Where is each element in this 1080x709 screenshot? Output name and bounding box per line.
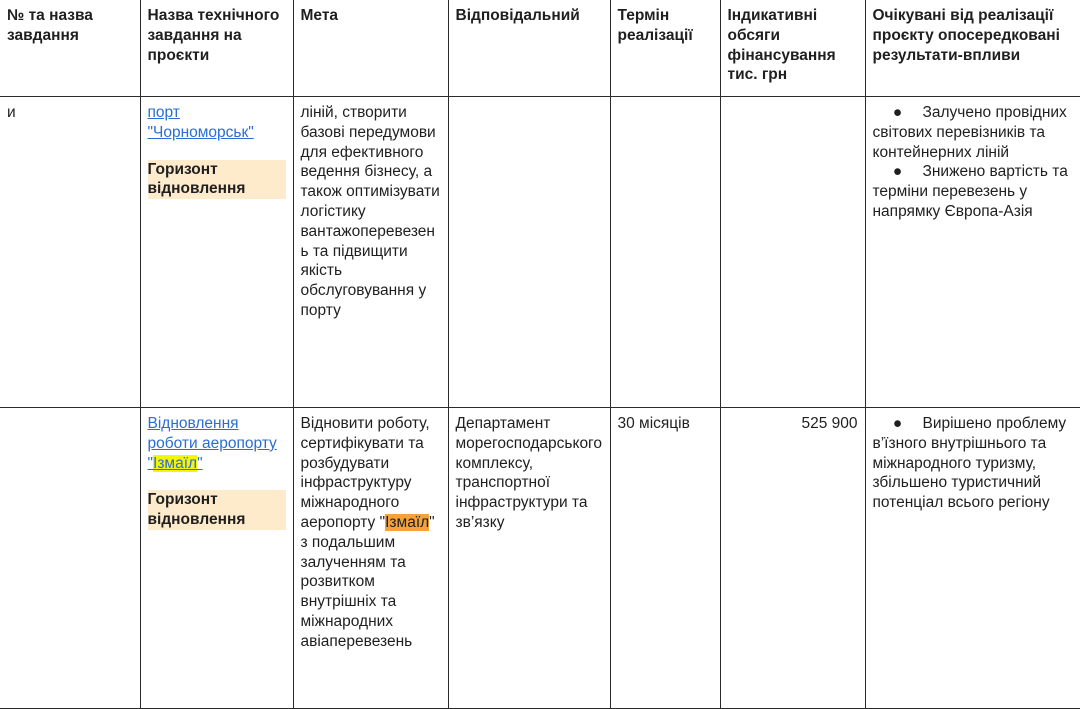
funding-cell	[720, 97, 865, 408]
list-item	[873, 162, 1074, 221]
header-term: Термін реалізації	[610, 0, 720, 97]
results-list	[873, 103, 1074, 222]
funding-cell	[720, 408, 865, 709]
header-responsible: Відповідальний	[448, 0, 610, 97]
project-link-main[interactable]: Відновлення роботи аеропорту	[147, 415, 277, 452]
project-link-quote-close[interactable]: "	[197, 454, 203, 472]
bullet-icon: ●	[892, 415, 903, 432]
horizon-label: Горизонт відновлення	[148, 160, 286, 200]
header-goal: Мета	[293, 0, 448, 97]
goal-cell	[293, 408, 448, 709]
bullet-icon: ●	[892, 104, 903, 121]
goal-after: " з подальшим залученням та розвитком внутрішніх та міжнародних авіаперевезень	[300, 513, 435, 650]
project-name-cell	[140, 408, 293, 709]
header-project-name: Назва технічного завдання на проєкти	[140, 0, 293, 97]
table-row	[0, 97, 1080, 408]
goal-cell	[293, 97, 448, 408]
list-item	[873, 103, 1074, 162]
responsible-text: Департамент морегосподарського комплексу, транспортної інфраструктури та зв’язку	[455, 415, 602, 531]
task-cell	[0, 97, 140, 408]
goal-name: Ізмаїл	[385, 513, 430, 531]
goal-before: Відновити роботу, сертифікувати та розбудувати інфраструктуру міжнародного аеропорту	[300, 415, 430, 531]
project-link[interactable]: порт "Чорноморськ"	[147, 104, 254, 141]
project-link-quote-open[interactable]: "	[147, 454, 154, 472]
project-link-name[interactable]: Ізмаїл	[153, 454, 198, 472]
header-funding: Індикативні обсяги фінансування тис. грн	[720, 0, 865, 97]
results-cell	[865, 97, 1080, 408]
result-text: Вирішено проблему в’їзного внутрішнього та міжнародного туризму, збільшено туристичний потенціал всього регіону	[872, 415, 1067, 512]
term-cell	[610, 97, 720, 408]
funding-text: 525 900	[801, 415, 858, 432]
term-text: 30 місяців	[617, 415, 690, 432]
header-task: № та назва завдання	[0, 0, 140, 97]
task-cell	[0, 408, 140, 709]
result-text: Залучено провідних світових перевізників та контейнерних ліній	[872, 104, 1067, 161]
goal-text: ліній, створити базові передумови для ефективного ведення бізнесу, а також оптимізувати логістику вантажоперевезень та підвищити якість обслуговування у порту	[300, 104, 440, 319]
responsible-cell	[448, 97, 610, 408]
responsible-cell	[448, 408, 610, 709]
result-text: Знижено вартість та терміни перевезень у напрямку Європа-Азія	[872, 163, 1068, 220]
bullet-icon: ●	[892, 163, 903, 181]
table-header-row	[0, 0, 1080, 97]
results-cell	[865, 408, 1080, 709]
task-text: и	[7, 104, 16, 121]
list-item	[873, 414, 1074, 513]
table-row	[0, 408, 1080, 709]
results-list	[873, 414, 1074, 513]
project-name-cell	[140, 97, 293, 408]
goal-quote-open: "	[379, 513, 386, 531]
horizon-label: Горизонт відновлення	[148, 490, 286, 530]
header-results: Очікувані від реалізації проєкту опосередковані результати-впливи	[865, 0, 1080, 97]
term-cell	[610, 408, 720, 709]
project-link[interactable]	[148, 415, 277, 472]
